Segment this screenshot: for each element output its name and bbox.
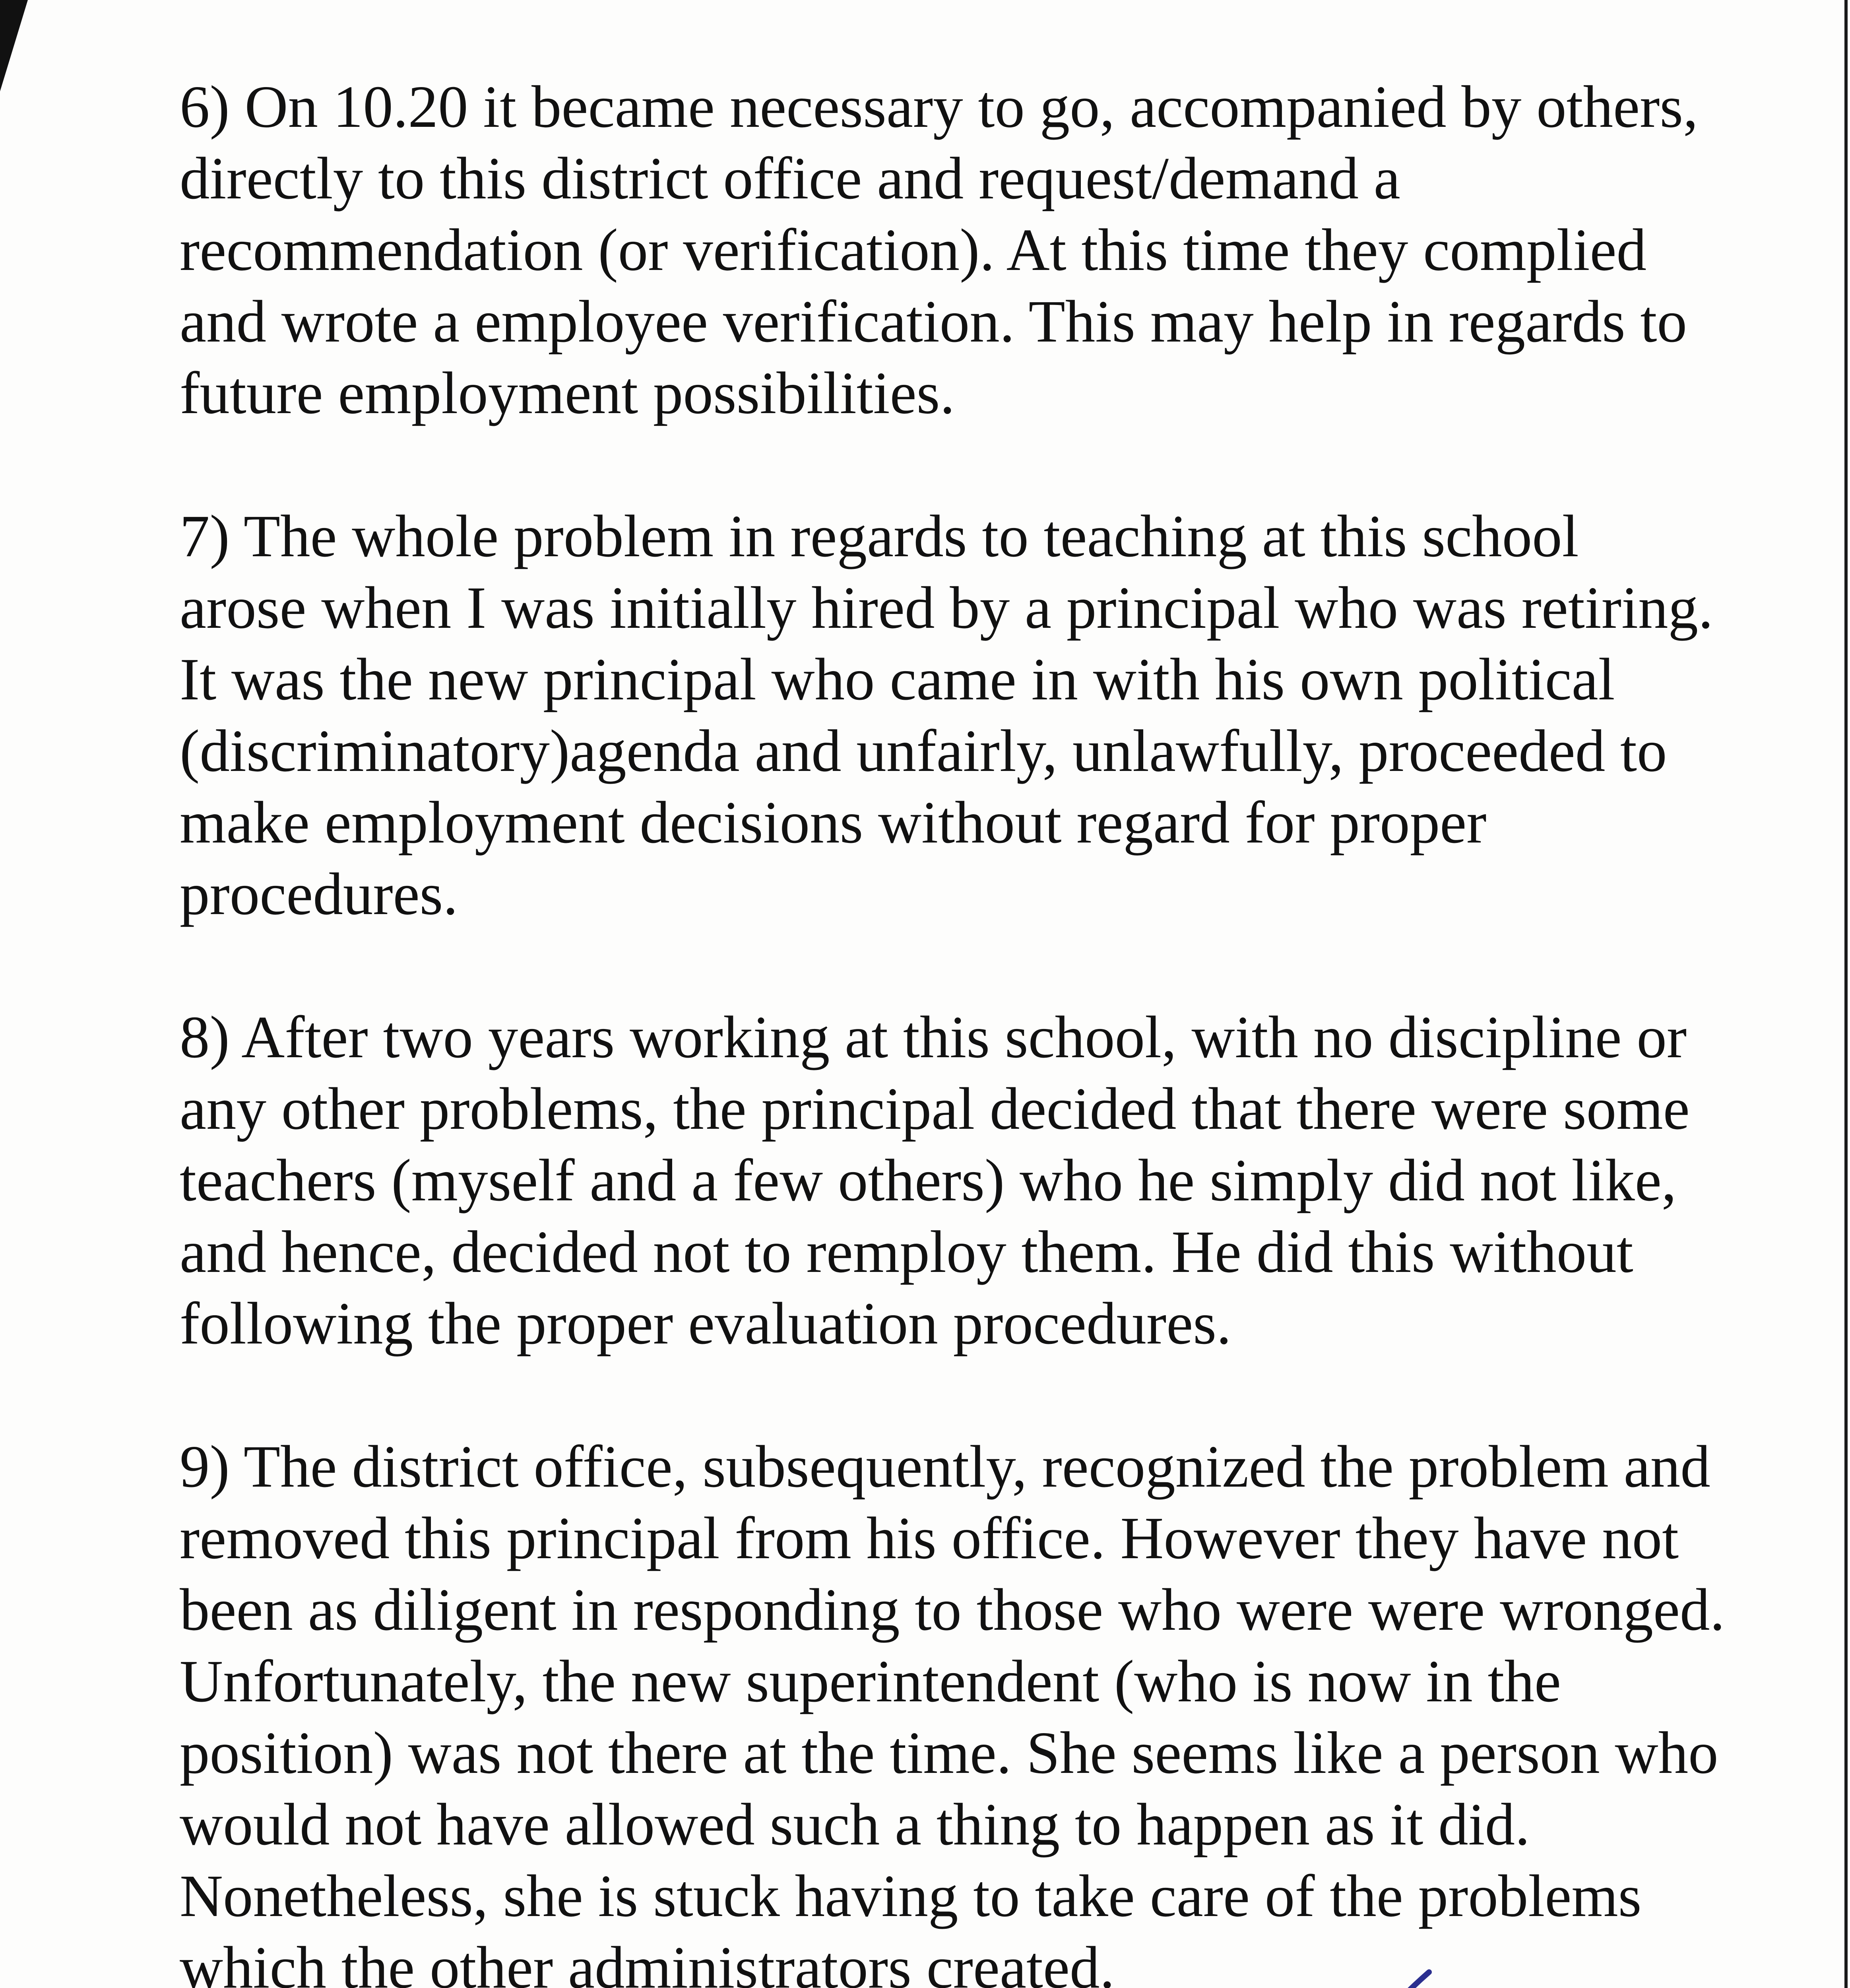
document-body: [180, 71, 1778, 1988]
text-line: 7) The whole problem in regards to teaching at this school: [180, 503, 1579, 569]
text-line: 8) After two years working at this school, with no discipline or: [180, 1004, 1687, 1070]
paragraph-9: [180, 1431, 1778, 1988]
text-line: Nonetheless, she is stuck having to take care of the problems: [180, 1862, 1642, 1929]
text-line: which the other administrators created.: [180, 1934, 1115, 1988]
text-line: procedures.: [180, 860, 458, 927]
paragraph-6: [180, 71, 1778, 429]
text-line: directly to this district office and request/demand a: [180, 145, 1400, 212]
text-line: any other problems, the principal decided that there were some: [180, 1075, 1690, 1142]
text-line: recommendation (or verification). At this time they complied: [180, 216, 1647, 283]
text-line: teachers (myself and a few others) who he simply did not like,: [180, 1147, 1677, 1213]
text-line: make employment decisions without regard for proper: [180, 789, 1487, 856]
text-line: Unfortunately, the new superintendent (who is now in the: [180, 1648, 1561, 1714]
text-line: arose when I was initially hired by a principal who was retiring.: [180, 574, 1713, 641]
checkmark-icon: [1292, 1964, 1443, 1988]
text-line: following the proper evaluation procedures.: [180, 1290, 1231, 1357]
text-line: 9) The district office, subsequently, recognized the problem and: [180, 1433, 1710, 1500]
text-line: It was the new principal who came in with his own political: [180, 646, 1615, 712]
scan-corner-mark: [0, 0, 28, 91]
text-line: been as diligent in responding to those who were were wronged.: [180, 1576, 1725, 1643]
text-line: position) was not there at the time. She seems like a person who: [180, 1719, 1718, 1786]
paragraph-7: [180, 500, 1778, 930]
paragraph-8: [180, 1001, 1778, 1359]
text-line: and wrote a employee verification. This may help in regards to: [180, 288, 1687, 355]
text-line: removed this principal from his office. However they have not: [180, 1505, 1679, 1571]
text-line: 6) On 10.20 it became necessary to go, accompanied by others,: [180, 73, 1698, 140]
text-line: would not have allowed such a thing to happen as it did.: [180, 1791, 1530, 1858]
text-line: and hence, decided not to remploy them. He did this without: [180, 1218, 1633, 1285]
text-line: (discriminatory)agenda and unfairly, unlawfully, proceeded to: [180, 717, 1667, 784]
text-line: future employment possibilities.: [180, 359, 955, 426]
